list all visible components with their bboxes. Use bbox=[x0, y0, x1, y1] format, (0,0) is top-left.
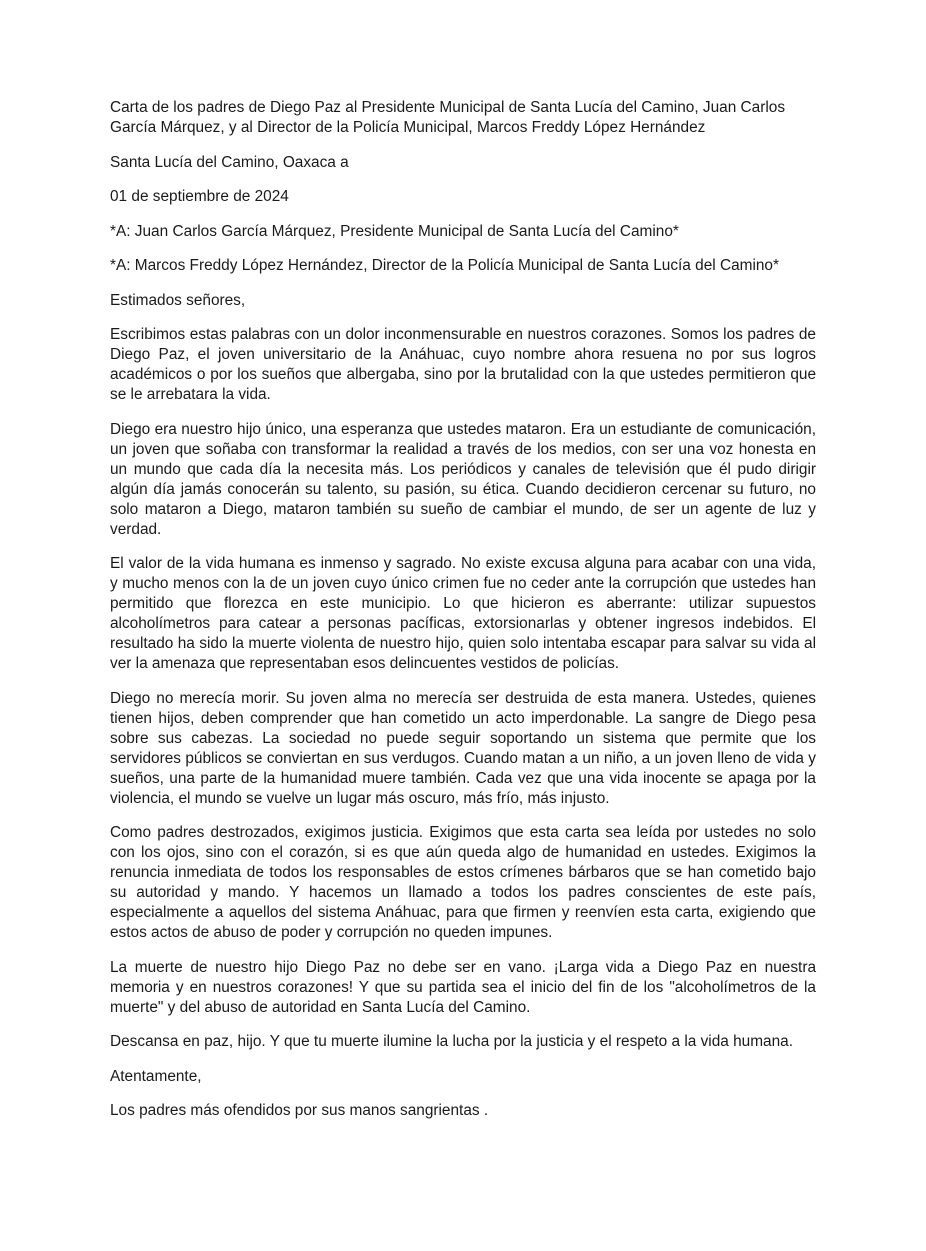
paragraph-value-of-life: El valor de la vida humana es inmenso y sagrado. No existe excusa alguna para acabar con una vida, y mucho menos con la de un joven cuyo único crimen fue no ceder ante la corrupción que ustedes han permitido que florezca en este municipio. Lo que hicieron es aberrante: utilizar supuestos alcoholímetros para catear a personas pacíficas, extorsionarlas y obtener ingresos indebidos. El resultado ha sido la muerte violenta de nuestro hijo, quien solo intentaba escapar para salvar su vida al ver la amenaza que representaban esos delincuentes vestidos de policías. bbox=[110, 555, 816, 672]
paragraph-demand-justice: Como padres destrozados, exigimos justicia. Exigimos que esta carta sea leída por ustedes no solo con los ojos, sino con el corazón, si es que aún queda algo de humanidad en ustedes. Exigimos la renuncia inmediata de todos los responsables de estos crímenes bárbaros que se han cometido bajo su autoridad y mando. Y hacemos un llamado a todos los padres conscientes de este país, especialmente a aquellos del sistema Anáhuac, para que firmen y reenvíen esta carta, exigiendo que estos actos de abuso de poder y corrupción no queden impunes. bbox=[110, 824, 816, 941]
recipient-police-director: *A: Marcos Freddy López Hernández, Director de la Policía Municipal de Santa Lucía del Camino* bbox=[110, 257, 779, 274]
paragraph-son: Diego era nuestro hijo único, una esperanza que ustedes mataron. Era un estudiante de comunicación, un joven que soñaba con transformar la realidad a través de los medios, con ser una voz honesta en un mundo que cada día la necesita más. Los periódicos y canales de televisión que él pudo dirigir algún día jamás conocerán su talento, su pasión, su ética. Cuando decidieron cercenar su futuro, no solo mataron a Diego, mataron también su sueño de cambiar el mundo, de ser un agente de luz y verdad. bbox=[110, 420, 816, 538]
signature: Los padres más ofendidos por sus manos sangrientas . bbox=[110, 1102, 489, 1119]
letter-title: Carta de los padres de Diego Paz al Presidente Municipal de Santa Lucía del Camino, Juan Carlos García Márquez, y al Director de la Policía Municipal, Marcos Freddy López Hernández bbox=[110, 99, 786, 136]
paragraph-intro: Escribimos estas palabras con un dolor inconmensurable en nuestros corazones. Somos los padres de Diego Paz, el joven universitario de la Anáhuac, cuyo nombre ahora resuena no por sus logros académicos o por los sueños que albergaba, sino por la brutalidad con la que ustedes permitieron que se le arrebatara la vida. bbox=[110, 326, 816, 403]
closing: Atentamente, bbox=[110, 1067, 202, 1085]
letter-place: Santa Lucía del Camino, Oaxaca a bbox=[110, 153, 349, 171]
salutation: Estimados señores, bbox=[110, 291, 246, 309]
letter-date: 01 de septiembre de 2024 bbox=[110, 188, 289, 205]
paragraph-not-in-vain: La muerte de nuestro hijo Diego Paz no debe ser en vano. ¡Larga vida a Diego Paz en nuestra memoria y en nuestros corazones! Y que su partida sea el inicio del fin de los "alcoholímetros de la muerte" y del abuso de autoridad en Santa Lucía del Camino. bbox=[110, 958, 816, 1016]
paragraph-no-deserve: Diego no merecía morir. Su joven alma no merecía ser destruida de esta manera. Ustedes, quienes tienen hijos, deben comprender que han cometido un acto imperdonable. La sangre de Diego pesa sobre sus cabezas. La sociedad no puede seguir soportando un sistema que permite que los servidores públicos se conviertan en sus verdugos. Cuando matan a un niño, a un joven lleno de vida y sueños, una parte de la humanidad muere también. Cada vez que una vida inocente se apaga por la violencia, el mundo se vuelve un lugar más oscuro, más frío, más injusto. bbox=[110, 689, 816, 807]
paragraph-rest-in-peace: Descansa en paz, hijo. Y que tu muerte ilumine la lucha por la justicia y el respeto a la vida humana. bbox=[110, 1033, 793, 1050]
recipient-mayor: *A: Juan Carlos García Márquez, Presidente Municipal de Santa Lucía del Camino* bbox=[110, 222, 679, 240]
letter-page bbox=[110, 98, 816, 1136]
